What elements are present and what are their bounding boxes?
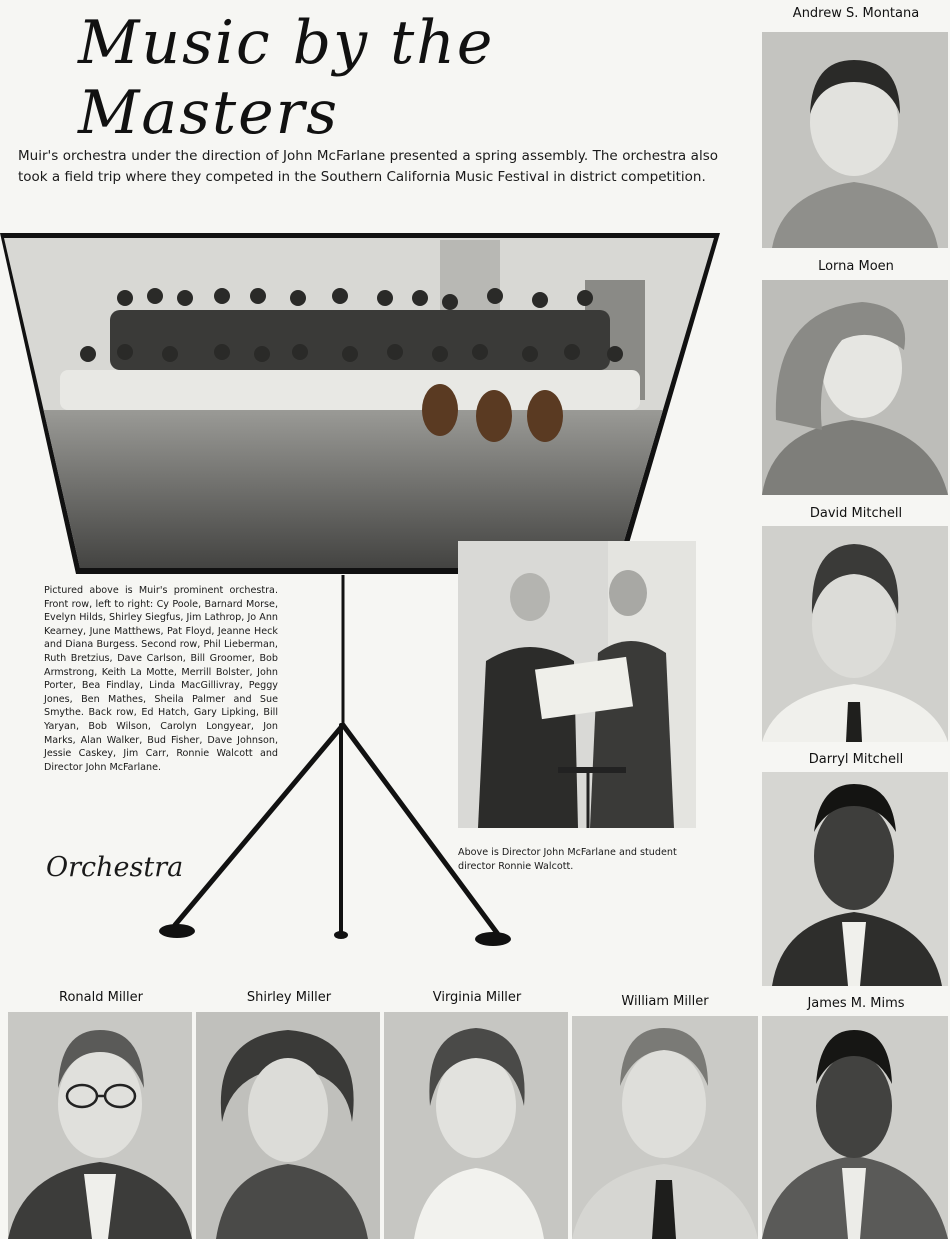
portrait-name: David Mitchell <box>809 506 903 521</box>
portrait-photo <box>384 1012 568 1239</box>
portrait-name: William Miller <box>621 994 709 1009</box>
intro-paragraph: Muir's orchestra under the direction of John McFarlane presented a spring assembly. The orchestra also took a field trip where they competed in the Southern California Music Festival in district competition. <box>18 148 718 185</box>
portrait-photo <box>762 526 948 742</box>
director-photo <box>458 541 696 828</box>
page-title: Music by the Masters <box>78 8 495 148</box>
portrait-photo <box>572 1016 758 1239</box>
portrait-photo <box>762 1016 948 1239</box>
portrait-photo <box>762 772 948 986</box>
portrait-name: Lorna Moen <box>818 259 894 274</box>
director-caption: Above is Director John McFarlane and student director Ronnie Walcott. <box>458 847 677 872</box>
portrait-photo <box>8 1012 192 1239</box>
orchestra-photo <box>0 230 720 580</box>
portrait-name: Shirley Miller <box>246 990 332 1005</box>
portrait-name: Andrew S. Montana <box>792 6 920 21</box>
section-title: Orchestra <box>46 852 184 883</box>
portrait-photo <box>762 280 948 495</box>
orchestra-caption: Pictured above is Muir's prominent orchestra. Front row, left to right: Cy Poole, Barnard Morse, Evelyn Hilds, Shirley Siegfus, Jim Lathrop, Jo Ann Kearney, June Matthews, Pat Floyd, Jeanne Heck and Diana Burgess. Second row, Phil Lieberman, Ruth Bretzius, Dave Carlson, Bill Groomer, Bob Armstrong, Keith La Motte, Merrill Bolster, John Porter, Bea Findlay, Linda MacGillivray, Peggy Jones, Ben Mathes, Sheila Palmer and Sue Smythe. Back row, Ed Hatch, Gary Lipking, Bill Yaryan, Bob Wilson, Carolyn Longyear, Jon Marks, Alan Walker, Bud Fisher, Dave Johnson, Jessie Caskey, Jim Carr, Ronnie Walcott and Director John McFarlane. <box>44 585 278 773</box>
portrait-name: Virginia Miller <box>432 990 522 1005</box>
portrait-photo <box>196 1012 380 1239</box>
portrait-name: Darryl Mitchell <box>808 752 904 767</box>
portrait-name: James M. Mims <box>807 996 905 1011</box>
portrait-photo <box>762 32 948 248</box>
portrait-name: Ronald Miller <box>59 990 143 1005</box>
